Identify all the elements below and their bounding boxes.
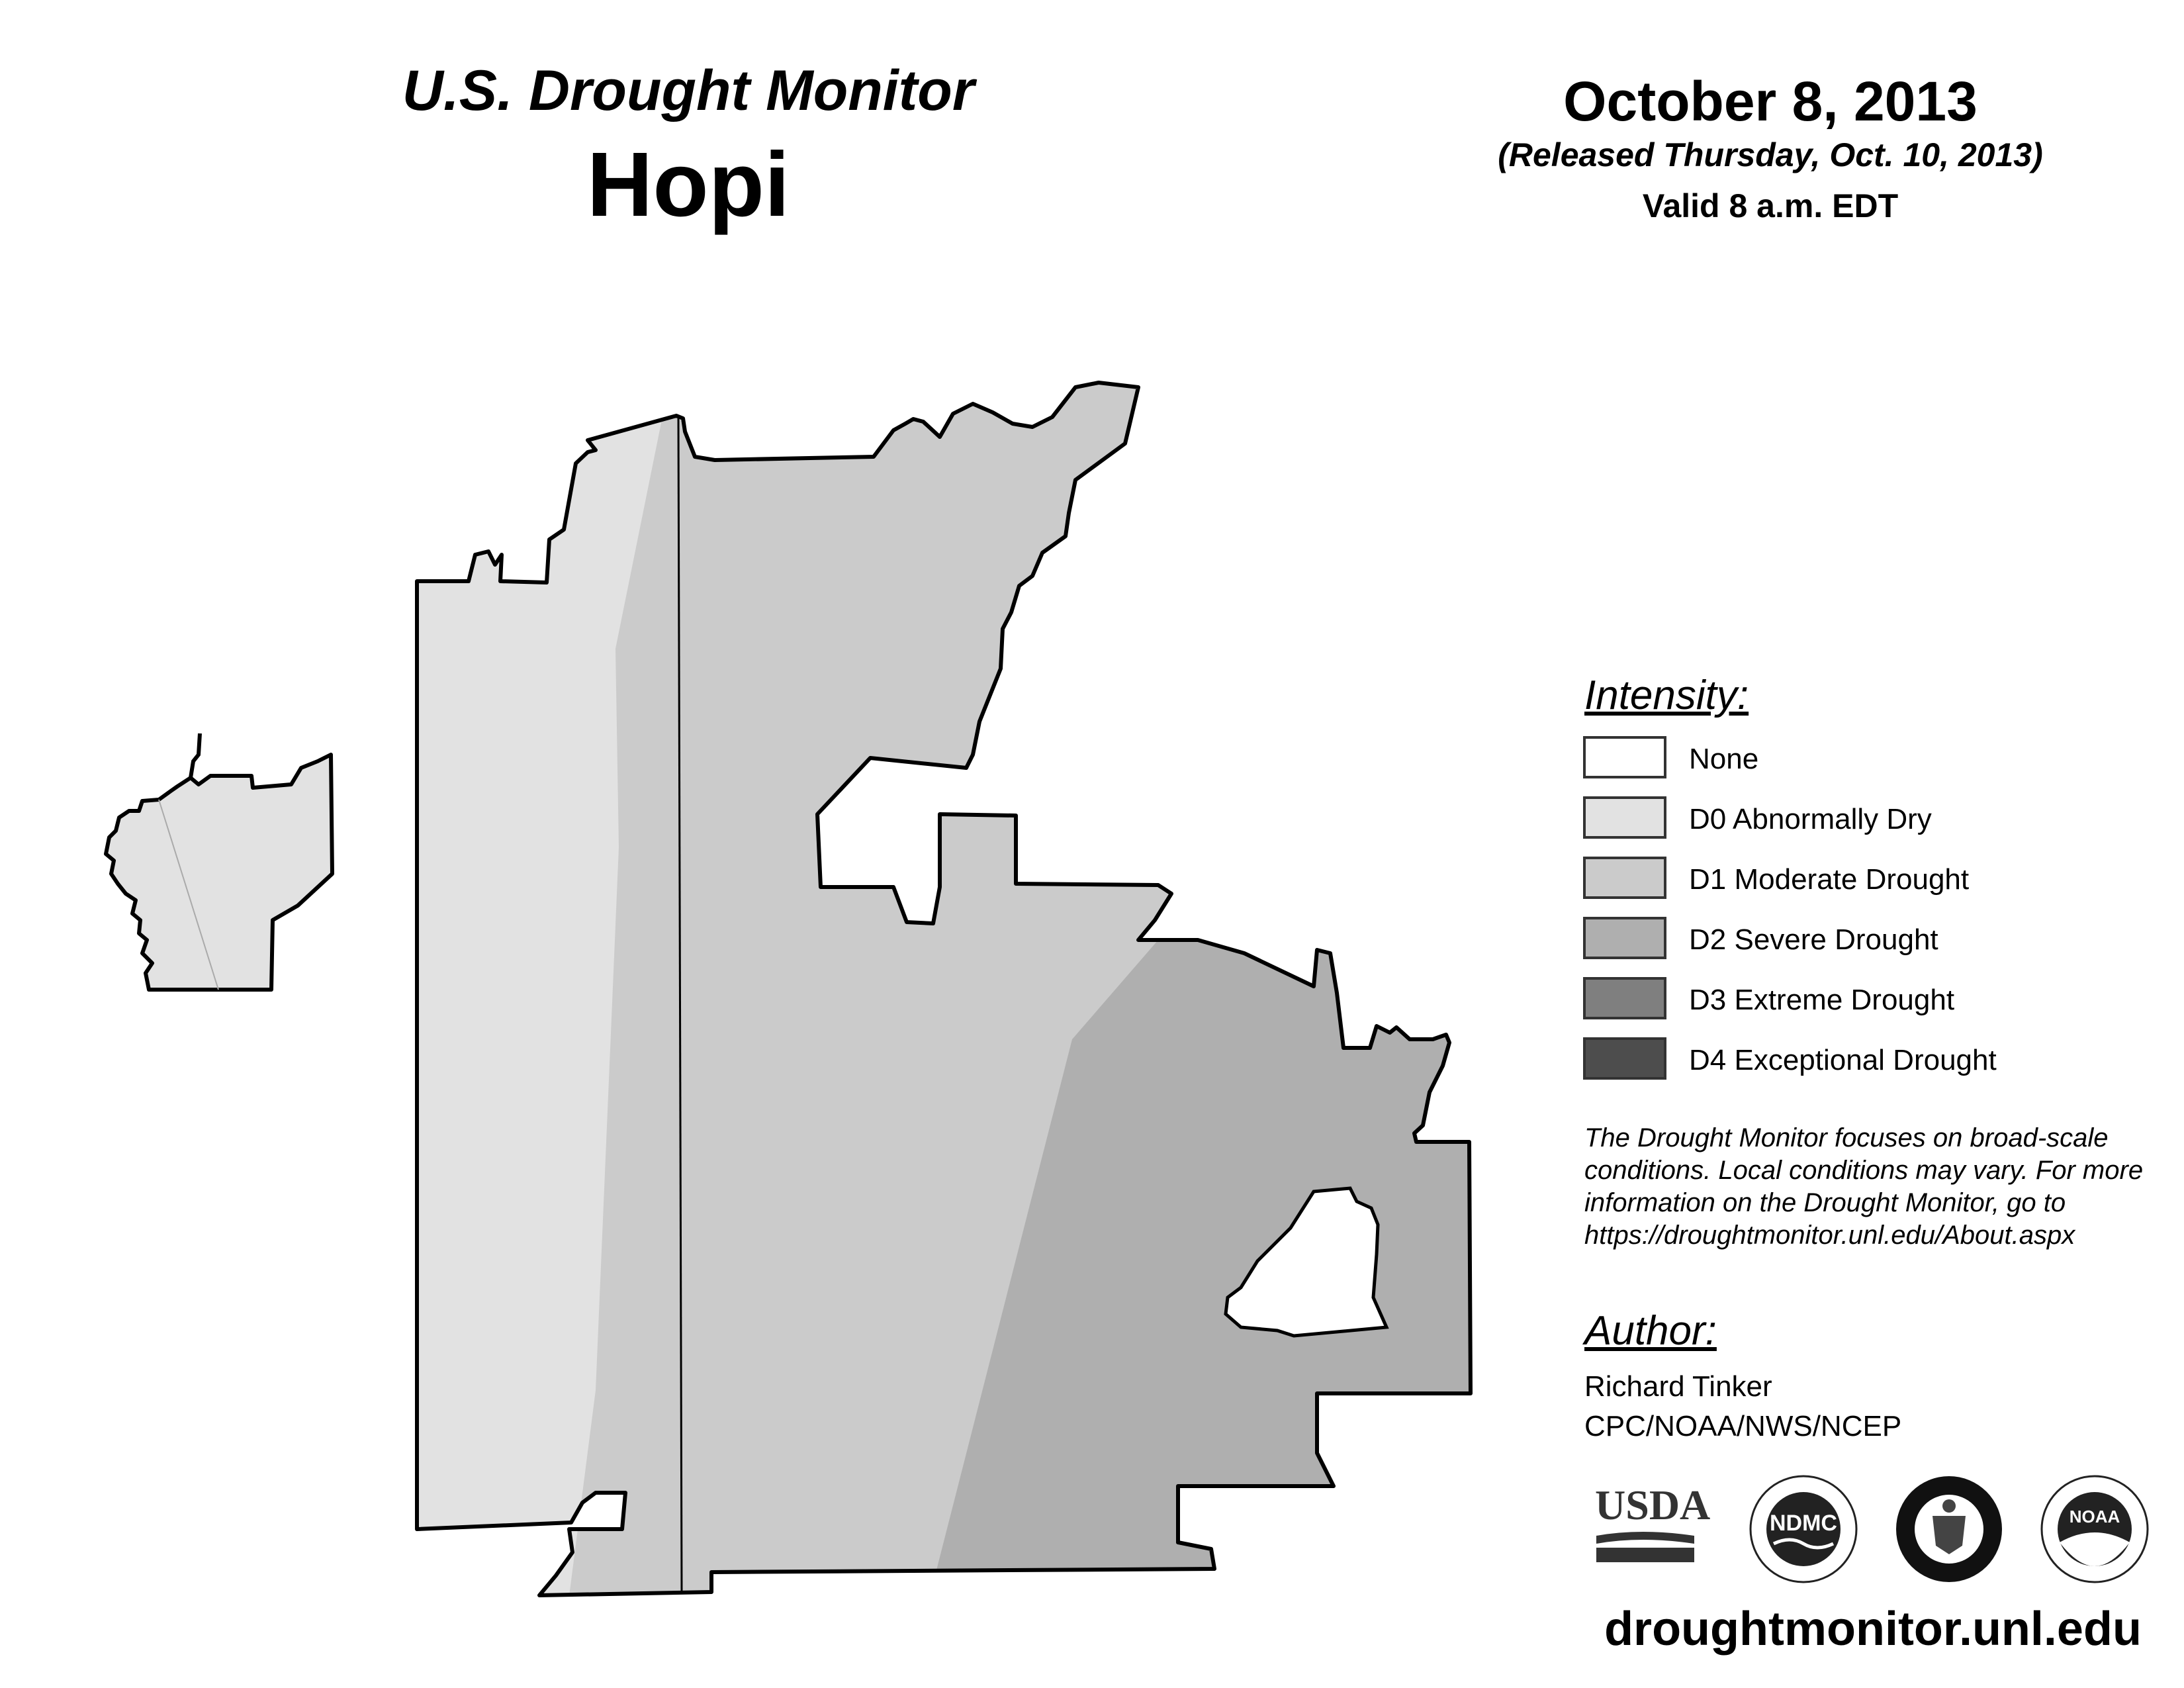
legend-swatch bbox=[1583, 736, 1666, 778]
legend-label: D3 Extreme Drought bbox=[1689, 984, 1955, 1016]
usda-logo-text: USDA bbox=[1595, 1481, 1711, 1528]
region-name: Hopi bbox=[586, 134, 790, 236]
commerce-seal[interactable] bbox=[1896, 1476, 2002, 1582]
author-title: Author: bbox=[1584, 1308, 1717, 1354]
usda-logo[interactable] bbox=[1595, 1481, 1710, 1562]
legend-item-none bbox=[1583, 736, 2046, 781]
valid-time: Valid 8 a.m. EDT bbox=[1642, 187, 1899, 224]
legend-item-d3 bbox=[1583, 977, 2046, 1022]
author-name: Richard Tinker bbox=[1584, 1370, 1772, 1403]
legend-swatch bbox=[1583, 977, 1666, 1019]
legend-item-d1 bbox=[1583, 857, 2046, 902]
note-line: The Drought Monitor focuses on broad-scale bbox=[1584, 1123, 2109, 1152]
legend-label: None bbox=[1689, 743, 1759, 775]
legend-swatch bbox=[1583, 917, 1666, 959]
noaa-logo-text: NOAA bbox=[2069, 1507, 2120, 1526]
about-link[interactable]: https://droughtmonitor.unl.edu/About.aspx bbox=[1584, 1221, 2075, 1250]
map-title: U.S. Drought Monitor bbox=[402, 59, 975, 122]
release-date: (Released Thursday, Oct. 10, 2013) bbox=[1498, 136, 2043, 173]
noaa-logo[interactable] bbox=[2042, 1476, 2148, 1582]
note-line: information on the Drought Monitor, go to bbox=[1584, 1188, 2066, 1217]
note-line: conditions. Local conditions may vary. For more bbox=[1584, 1156, 2144, 1185]
legend-swatch bbox=[1583, 857, 1666, 899]
legend-item-d0 bbox=[1583, 796, 2046, 841]
legend-swatch bbox=[1583, 1037, 1666, 1080]
legend-item-d2 bbox=[1583, 917, 2046, 962]
disclaimer-note bbox=[1584, 1122, 2180, 1252]
legend-swatch bbox=[1583, 796, 1666, 839]
ndmc-logo[interactable] bbox=[1751, 1476, 1856, 1582]
website-link[interactable]: droughtmonitor.unl.edu bbox=[1604, 1603, 2142, 1656]
legend-label: D4 Exceptional Drought bbox=[1689, 1044, 1997, 1076]
legend-title: Intensity: bbox=[1584, 673, 1749, 718]
legend-item-d4 bbox=[1583, 1037, 2046, 1082]
legend-label: D0 Abnormally Dry bbox=[1689, 803, 1932, 835]
map-date: October 8, 2013 bbox=[1563, 70, 1978, 132]
legend-label: D1 Moderate Drought bbox=[1689, 863, 1970, 896]
legend-label: D2 Severe Drought bbox=[1689, 923, 1938, 956]
agency-logos bbox=[1588, 1470, 2171, 1595]
author-org: CPC/NOAA/NWS/NCEP bbox=[1584, 1410, 1902, 1442]
ndmc-logo-text: NDMC bbox=[1770, 1511, 1837, 1536]
